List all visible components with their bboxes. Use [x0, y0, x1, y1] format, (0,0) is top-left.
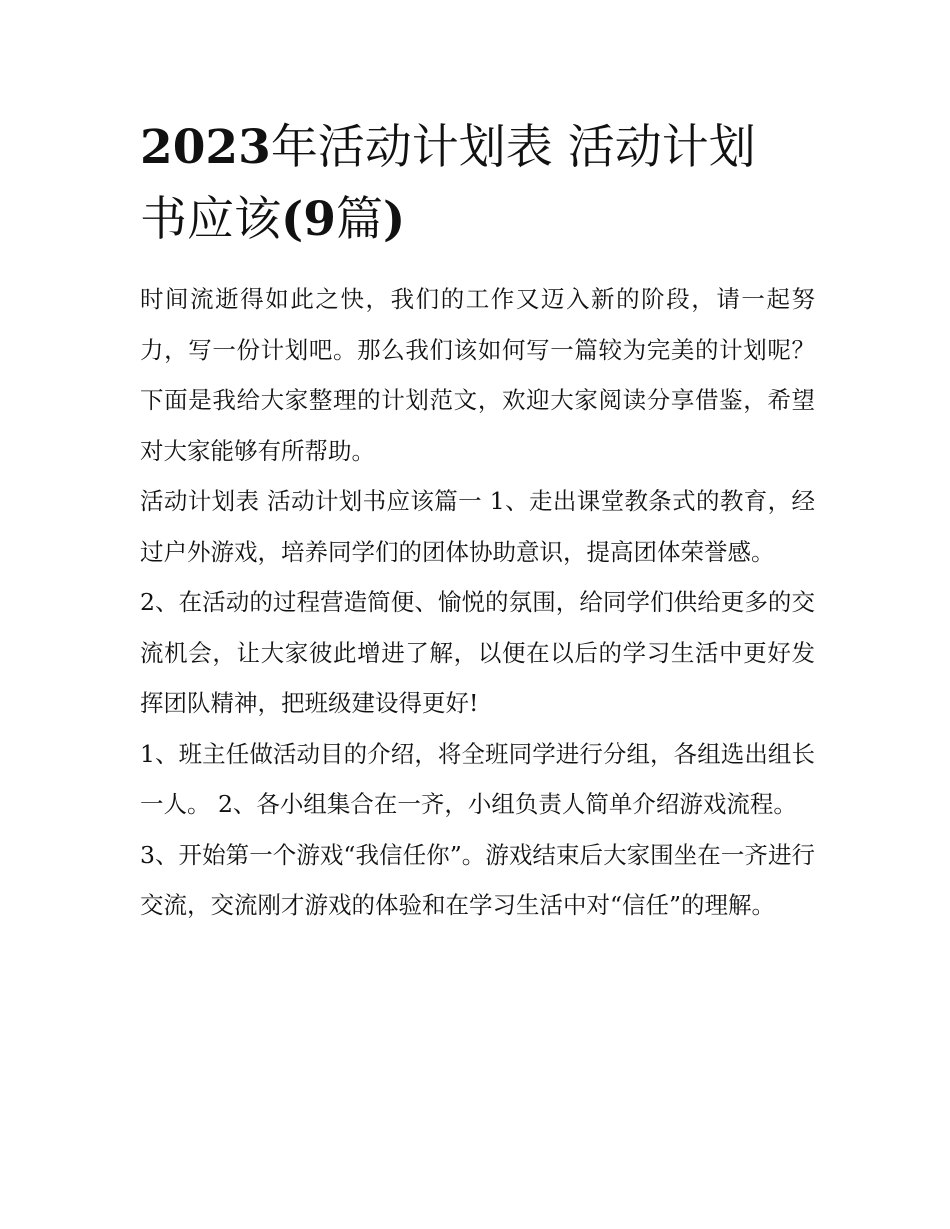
- paragraph-step-1-2: 1、班主任做活动目的介绍，将全班同学进行分组，各组选出组长一人。 2、各小组集合在一齐，小组负责人简单介绍游戏流程。: [140, 739, 815, 818]
- title-line2-pre: 书应该: [140, 192, 281, 247]
- paragraph-intro: 时间流逝得如此之快，我们的工作又迈入新的阶段，请一起努力，写一份计划吧。那么我们该如何写一篇较为完美的计划呢？下面是我给大家整理的计划范文，欢迎大家阅读分享借鉴，希望对大家能够有所帮助。: [140, 285, 815, 465]
- paragraph-goal-2: 2、在活动的过程营造简便、愉悦的氛围，给同学们供给更多的交流机会，让大家彼此增进了解，以便在以后的学习生活中更好发挥团队精神，把班级建设得更好!: [140, 588, 815, 717]
- paragraph-goal-1: 活动计划表 活动计划书应该篇一 1、走出课堂教条式的教育，经过户外游戏，培养同学们的团体协助意识，提高团体荣誉感。: [140, 487, 815, 566]
- document-title: [140, 112, 815, 256]
- title-line1-text: 年活动计划表 活动计划: [270, 120, 756, 175]
- title-line2-close: ): [382, 192, 406, 247]
- title-year: 2023: [140, 120, 271, 175]
- document-body: [140, 274, 815, 931]
- title-line2-unit: 篇: [335, 192, 383, 247]
- title-line2-count: (9: [281, 192, 336, 247]
- document-page: [140, 112, 815, 931]
- paragraph-step-3: 3、开始第一个游戏“我信任你”。游戏结束后大家围坐在一齐进行交流，交流刚才游戏的体验和在学习生活中对“信任”的理解。: [140, 840, 815, 919]
